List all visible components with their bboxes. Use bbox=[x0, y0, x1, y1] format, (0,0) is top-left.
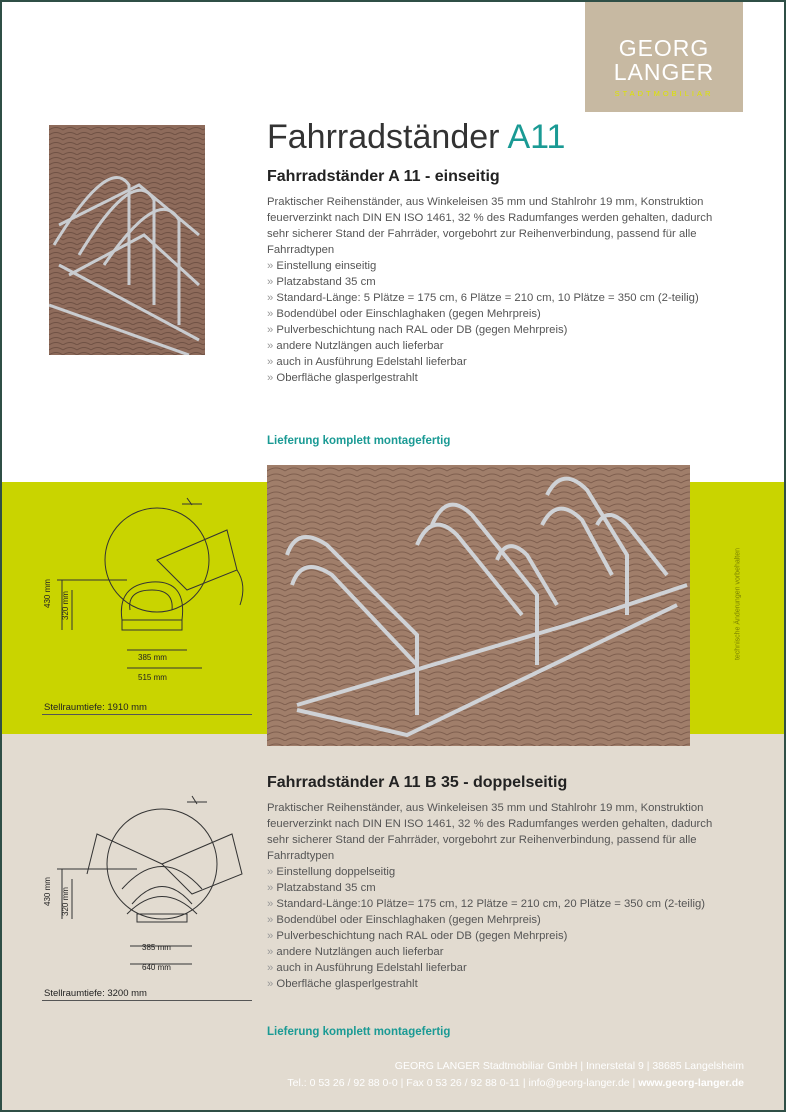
single-heading: Fahrradständer A 11 - einseitig bbox=[267, 168, 500, 185]
product-photo-small bbox=[49, 125, 205, 355]
list-item: » Pulverbeschichtung nach RAL oder DB (gegen Mehrpreis) bbox=[267, 928, 737, 944]
double-stellraum: Stellraumtiefe: 3200 mm bbox=[44, 988, 147, 999]
dim-width-515: 515 mm bbox=[138, 673, 167, 682]
dim-width-385: 385 mm bbox=[138, 653, 167, 662]
dim-width-640: 640 mm bbox=[142, 963, 171, 972]
list-item: » Bodendübel oder Einschlaghaken (gegen Mehrpreis) bbox=[267, 912, 737, 928]
double-intro: Praktischer Reihenständer, aus Winkeleisen 35 mm und Stahlrohr 19 mm, Konstruktion feuerverzinkt nach DIN EN ISO 1461, 32 % des Radumfanges werden gehalten, dadurch sehr sicherer Stand der Fahrräder, vorgebohrt zur Reihenverbindung, passend für alle Fahrradtypen bbox=[267, 802, 713, 862]
technical-drawing-single bbox=[42, 490, 257, 695]
footer-address: GEORG LANGER Stadtmobiliar GmbH | Innerstetal 9 | 38685 Langelsheim bbox=[394, 1060, 744, 1072]
side-note bbox=[708, 514, 768, 694]
single-description bbox=[267, 194, 737, 386]
logo-line2: LANGER bbox=[613, 59, 715, 85]
dim-width-385: 385 mm bbox=[142, 943, 171, 952]
page-title bbox=[267, 118, 565, 157]
product-photo-large bbox=[267, 465, 690, 746]
brand-logo bbox=[585, 2, 743, 112]
list-item: » Standard-Länge:10 Plätze= 175 cm, 12 Plätze = 210 cm, 20 Plätze = 350 cm (2-teilig) bbox=[267, 896, 737, 912]
divider bbox=[42, 714, 252, 715]
double-feature-list bbox=[267, 864, 737, 992]
single-delivery-note: Lieferung komplett montagefertig bbox=[267, 435, 451, 447]
list-item: » auch in Ausführung Edelstahl lieferbar bbox=[267, 354, 737, 370]
list-item: » Platzabstand 35 cm bbox=[267, 274, 737, 290]
logo-line1: GEORG bbox=[618, 35, 710, 61]
list-item: » Pulverbeschichtung nach RAL oder DB (gegen Mehrpreis) bbox=[267, 322, 737, 338]
dim-height-320: 320 mm bbox=[61, 887, 70, 916]
list-item: » Einstellung doppelseitig bbox=[267, 864, 737, 880]
title-main: Fahrradständer bbox=[267, 118, 500, 156]
list-item: » auch in Ausführung Edelstahl lieferbar bbox=[267, 960, 737, 976]
list-item: » Oberfläche glasperlgestrahlt bbox=[267, 370, 737, 386]
list-item: » Platzabstand 35 cm bbox=[267, 880, 737, 896]
dim-height-430: 430 mm bbox=[43, 579, 52, 608]
divider bbox=[42, 1000, 252, 1001]
list-item: » andere Nutzlängen auch lieferbar bbox=[267, 338, 737, 354]
list-item: » Bodendübel oder Einschlaghaken (gegen Mehrpreis) bbox=[267, 306, 737, 322]
logo-line3: STADTMOBILIAR bbox=[614, 89, 714, 98]
footer-contact bbox=[287, 1077, 744, 1089]
single-feature-list bbox=[267, 258, 737, 386]
title-accent: A11 bbox=[507, 118, 566, 156]
website-link[interactable]: www.georg-langer.de bbox=[638, 1077, 744, 1089]
list-item: » Oberfläche glasperlgestrahlt bbox=[267, 976, 737, 992]
list-item: » andere Nutzlängen auch lieferbar bbox=[267, 944, 737, 960]
footer-contact-text: Tel.: 0 53 26 / 92 88 0-0 | Fax 0 53 26 / 92 88 0-11 | info@georg-langer.de | bbox=[287, 1077, 639, 1089]
technical-drawing-double bbox=[42, 784, 257, 984]
list-item: » Standard-Länge: 5 Plätze = 175 cm, 6 Plätze = 210 cm, 10 Plätze = 350 cm (2-teilig) bbox=[267, 290, 737, 306]
bike-rack-photo-image bbox=[49, 125, 205, 355]
side-note-text: technische Änderungen vorbehalten bbox=[734, 547, 742, 661]
double-heading: Fahrradständer A 11 B 35 - doppelseitig bbox=[267, 774, 568, 791]
list-item: » Einstellung einseitig bbox=[267, 258, 737, 274]
bike-rack-large-image bbox=[267, 465, 690, 746]
double-description bbox=[267, 800, 737, 992]
single-intro: Praktischer Reihenständer, aus Winkeleisen 35 mm und Stahlrohr 19 mm, Konstruktion feuerverzinkt nach DIN EN ISO 1461, 32 % des Radumfanges werden gehalten, dadurch sehr sicherer Stand der Fahrräder, vorgebohrt zur Reihenverbindung, passend für alle Fahrradtypen bbox=[267, 196, 713, 256]
double-delivery-note: Lieferung komplett montagefertig bbox=[267, 1026, 451, 1038]
single-stellraum: Stellraumtiefe: 1910 mm bbox=[44, 702, 147, 713]
dim-height-320: 320 mm bbox=[61, 591, 70, 620]
dim-height-430: 430 mm bbox=[43, 877, 52, 906]
